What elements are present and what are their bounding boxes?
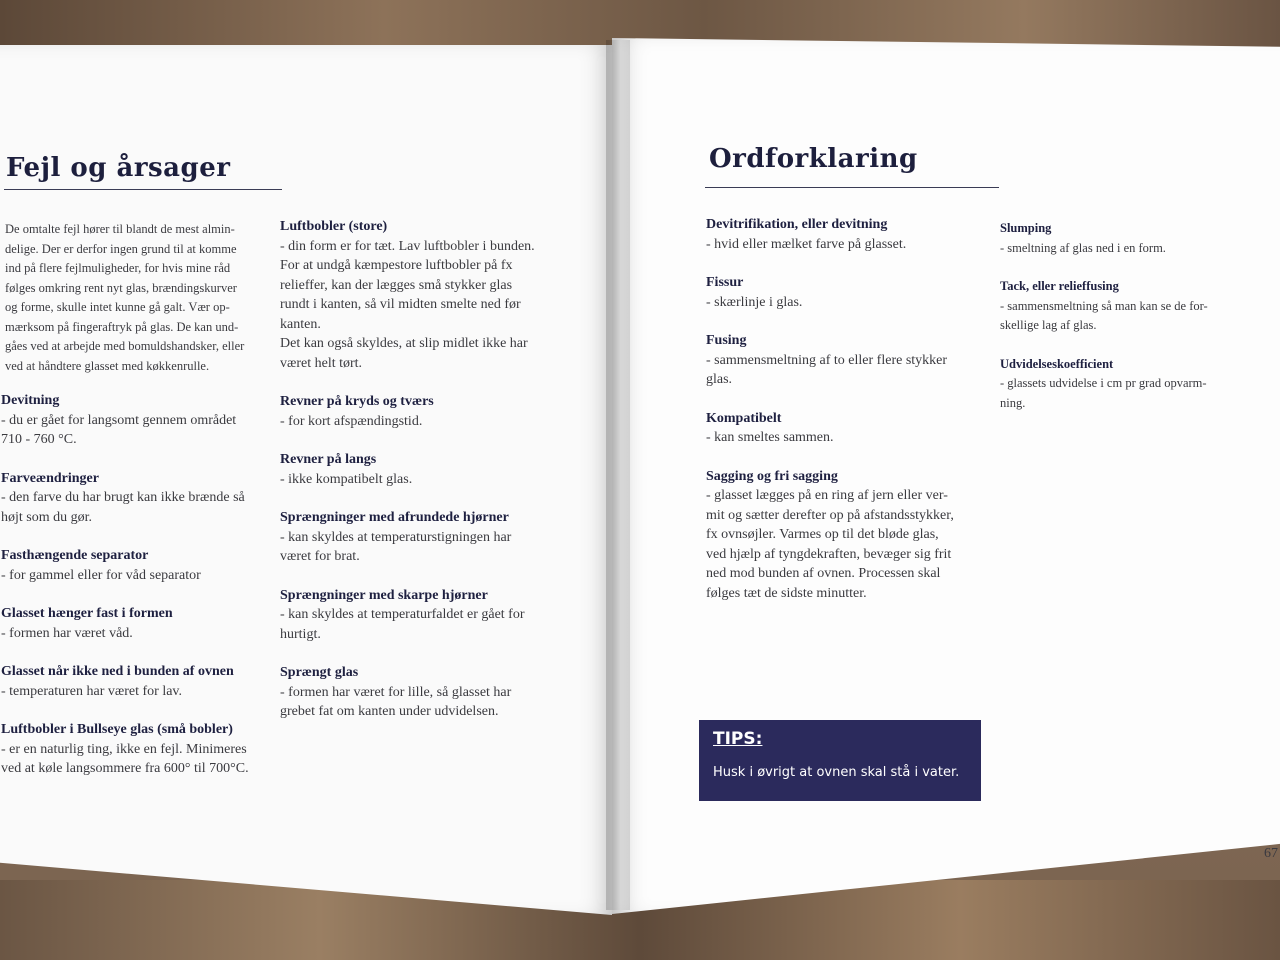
entry-definition-line: kanten. [280, 316, 321, 332]
intro-line: ind på flere fejlmuligheder, for hvis mine råd [5, 261, 231, 275]
glossary-col2 [1000, 219, 1250, 432]
entry-definition-line: - den farve du har brugt kan ikke brænde så [1, 490, 245, 505]
entry-definition-line: glas. [706, 372, 733, 387]
entry-definition-line: - formen har været for lille, så glasset har [280, 684, 512, 700]
entry-definition-line: ved at køle langsommere fra 600° til 700°C. [1, 761, 249, 776]
intro-line: ved at håndtere glasset med køkkenrulle. [5, 358, 210, 373]
book-spine [606, 40, 630, 910]
entry-definition-line: Det kan også skyldes, at slip midlet ikke har [280, 336, 528, 351]
entry-term: Sagging og fri sagging [706, 468, 838, 484]
entry-definition-line: 710 - 760 °C. [1, 432, 77, 447]
entry-definition-line: - kan smeltes sammen. [706, 430, 834, 445]
entry-definition-line: rundt i kanten, så vil midten smelte ned før [280, 297, 521, 312]
right-heading-rule [705, 187, 999, 188]
tips-text: Husk i øvrigt at ovnen skal stå i vater. [713, 765, 960, 780]
entry-definition-line: - smeltning af glas ned i en form. [1000, 240, 1166, 255]
entry-term: Revner på langs [280, 452, 377, 467]
entry-definition-line: - formen har været våd. [1, 625, 133, 641]
intro-line: gåes ved at arbejde med bomuldshandsker, eller [5, 339, 245, 353]
entry-term: Sprængninger med afrundede hjørner [280, 510, 509, 525]
entry-definition-line: - sammensmeltning af to eller flere stykker [706, 352, 948, 368]
entry-definition-line: - for kort afspændingstid. [280, 413, 423, 429]
left-error-list-col2 [280, 217, 570, 741]
entry-definition-line: mit og sætter derefter op på afstandsstykker, [706, 507, 954, 523]
entry-definition-line: - glassets udvidelse i cm pr grad opvarm- [1000, 376, 1207, 390]
entry-term: Luftbobler (store) [280, 219, 388, 234]
entry-term: Luftbobler i Bullseye glas (små bobler) [1, 722, 233, 737]
glossary-entry [1, 546, 263, 585]
entry-term: Glasset hænger fast i formen [1, 606, 173, 621]
glossary-entry [706, 409, 981, 448]
glossary-entry [706, 331, 981, 390]
entry-term: Fusing [706, 333, 747, 348]
entry-term: Kompatibelt [706, 410, 782, 426]
glossary-entry [706, 215, 981, 254]
entry-definition-line: været helt tørt. [280, 355, 363, 371]
left-intro-paragraph [5, 220, 260, 376]
glossary-entry [280, 450, 570, 489]
entry-term: Slumping [1000, 221, 1052, 235]
entry-definition-line: - er en naturlig ting, ikke en fejl. Minimeres [1, 741, 247, 757]
glossary-entry [1000, 277, 1250, 336]
entry-definition-line: ning. [1000, 395, 1026, 410]
glossary-entry [1, 662, 263, 701]
left-page-heading: Fejl og årsager [6, 153, 231, 183]
entry-term: Sprængninger med skarpe hjørner [280, 587, 488, 603]
glossary-entry [280, 508, 570, 567]
entry-definition-line: For at undgå kæmpestore luftbobler på fx [280, 258, 513, 273]
glossary-entry [1, 604, 263, 643]
tips-box [699, 720, 981, 801]
entry-definition-line: hurtigt. [280, 626, 321, 642]
entry-definition-line: følges tæt de sidste minutter. [706, 585, 867, 601]
entry-definition-line: - din form er for tæt. Lav luftbobler i bunden. [280, 238, 535, 254]
entry-definition-line: - ikke kompatibelt glas. [280, 471, 413, 487]
entry-term: Glasset når ikke ned i bunden af ovnen [1, 664, 234, 679]
entry-term: Sprængt glas [280, 665, 359, 680]
entry-definition-line: været for brat. [280, 549, 360, 564]
glossary-entry [280, 217, 570, 373]
entry-definition-line: - du er gået for langsomt gennem området [1, 412, 237, 428]
glossary-entry [1, 391, 263, 450]
entry-definition-line: - kan skyldes at temperaturfaldet er gået for [280, 607, 525, 622]
glossary-col1 [706, 215, 981, 622]
glossary-entry [1000, 355, 1250, 414]
entry-term: Tack, eller relieffusing [1000, 279, 1119, 293]
intro-line: delige. Der er derfor ingen grund til at komme [5, 241, 237, 256]
entry-definition-line: - hvid eller mælket farve på glasset. [706, 236, 907, 252]
glossary-entry [280, 392, 570, 431]
page-number: 67 [1264, 846, 1278, 861]
entry-definition-line: ned mod bunden af ovnen. Processen skal [706, 566, 941, 581]
left-error-list-col1 [1, 391, 263, 798]
entry-definition-line: relieffer, kan der lægges små stykker glas [280, 277, 513, 293]
entry-term: Devitrifikation, eller devitning [706, 217, 888, 232]
entry-definition-line: fx ovnsøjler. Varmes op til det bløde glas, [706, 527, 939, 542]
entry-term: Revner på kryds og tværs [280, 394, 434, 409]
entry-definition-line: - for gammel eller for våd separator [1, 567, 201, 583]
entry-definition-line: skellige lag af glas. [1000, 318, 1097, 332]
entry-term: Fissur [706, 275, 744, 290]
entry-definition-line: højt som du gør. [1, 509, 93, 525]
entry-definition-line: - skærlinje i glas. [706, 294, 803, 310]
glossary-entry [1000, 219, 1250, 258]
entry-definition-line: - sammensmeltning så man kan se de for- [1000, 298, 1208, 313]
glossary-entry [706, 467, 981, 604]
entry-term: Fasthængende separator [1, 548, 149, 563]
glossary-entry [706, 273, 981, 312]
intro-line: mærksom på fingeraftryk på glas. De kan und- [5, 319, 239, 334]
left-heading-rule [4, 189, 282, 190]
glossary-entry [1, 720, 263, 779]
tips-title: TIPS: [713, 729, 763, 749]
intro-line: og forme, skulle intet kunne gå galt. Vær op- [5, 300, 230, 314]
entry-definition-line: grebet fat om kanten under udvidelsen. [280, 704, 499, 719]
glossary-entry [280, 663, 570, 722]
entry-term: Farveændringer [1, 470, 99, 486]
entry-definition-line: - kan skyldes at temperaturstigningen har [280, 529, 512, 545]
entry-definition-line: - temperaturen har været for lav. [1, 683, 183, 699]
right-page-heading: Ordforklaring [709, 144, 918, 174]
entry-term: Udvidelseskoefficient [1000, 356, 1114, 371]
glossary-entry [1, 469, 263, 528]
entry-term: Devitning [1, 393, 60, 408]
intro-line: følges omkring rent nyt glas, brændingskurver [5, 280, 237, 295]
entry-definition-line: ved hjælp af tyngdekraften, bevæger sig frit [706, 546, 952, 562]
entry-definition-line: - glasset lægges på en ring af jern eller ver- [706, 488, 948, 503]
glossary-entry [280, 586, 570, 645]
intro-line: De omtalte fejl hører til blandt de mest almin- [5, 222, 235, 236]
